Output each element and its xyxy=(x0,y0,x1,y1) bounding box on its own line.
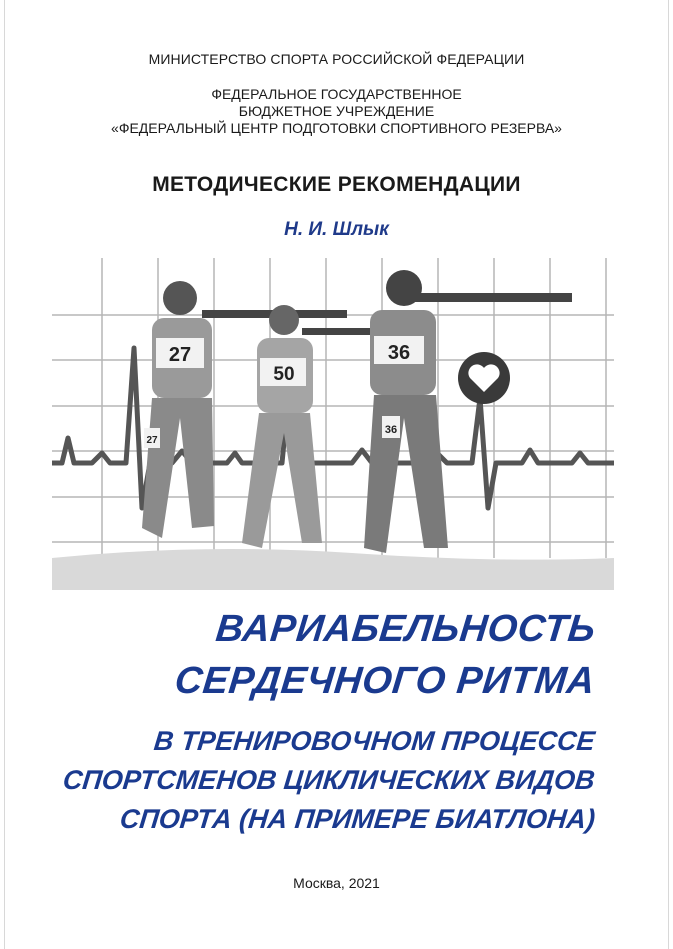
subtitle-line: СПОРТСМЕНОВ ЦИКЛИЧЕСКИХ ВИДОВ xyxy=(61,765,597,795)
athlete-number: 50 xyxy=(273,364,295,385)
institution-line: ФЕДЕРАЛЬНОЕ ГОСУДАРСТВЕННОЕ xyxy=(211,86,462,102)
cover-illustration xyxy=(52,258,614,590)
snow-ground xyxy=(52,549,614,590)
author-name: Н. И. Шлык xyxy=(284,219,389,240)
title-line: ВАРИАБЕЛЬНОСТЬ xyxy=(213,608,598,650)
bib-label: 36 xyxy=(384,424,398,436)
imprint: Москва, 2021 xyxy=(293,875,380,891)
institution-name xyxy=(0,86,673,137)
heart-icon xyxy=(458,352,510,404)
ministry-name: МИНИСТЕРСТВО СПОРТА РОССИЙСКОЙ ФЕДЕРАЦИИ xyxy=(148,51,525,67)
athlete-number: 36 xyxy=(387,342,411,364)
subtitle-line: СПОРТА (НА ПРИМЕРЕ БИАТЛОНА) xyxy=(118,804,597,834)
bib-label: 27 xyxy=(146,435,158,446)
athlete-number: 27 xyxy=(168,344,192,366)
institution-line: БЮДЖЕТНОЕ УЧРЕЖДЕНИЕ xyxy=(238,103,435,119)
subtitle-line: В ТРЕНИРОВОЧНОМ ПРОЦЕССЕ xyxy=(152,726,597,756)
institution-line: «ФЕДЕРАЛЬНЫЙ ЦЕНТР ПОДГОТОВКИ СПОРТИВНОГО РЕЗЕРВА» xyxy=(111,120,562,136)
document-type: МЕТОДИЧЕСКИЕ РЕКОМЕНДАЦИИ xyxy=(152,173,521,196)
ecg-line xyxy=(52,348,614,513)
title-line: СЕРДЕЧНОГО РИТМА xyxy=(173,660,598,702)
